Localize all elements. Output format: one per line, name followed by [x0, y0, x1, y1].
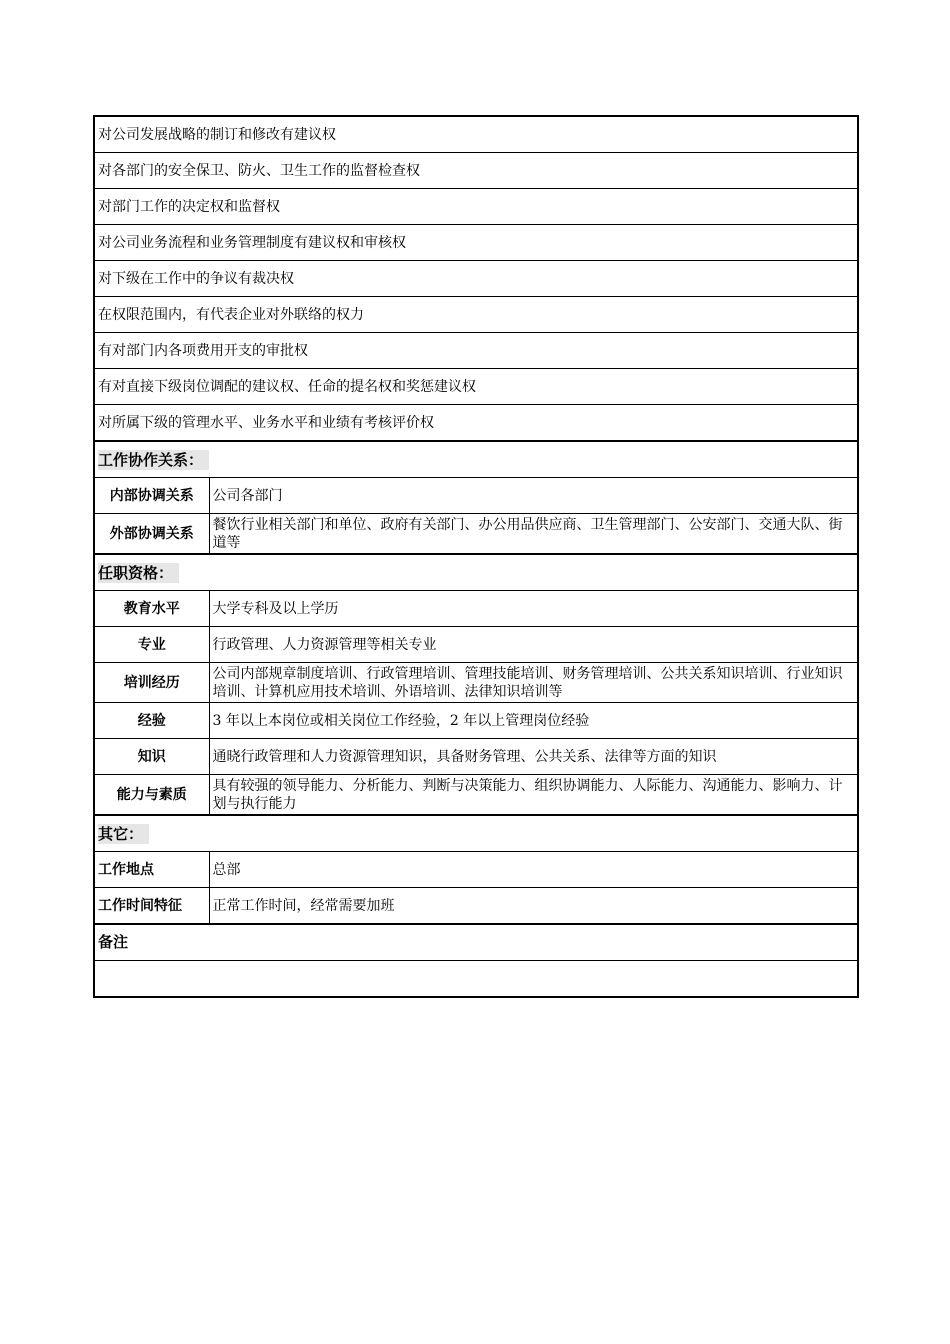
authority-row: [94, 189, 858, 225]
table-row: [94, 739, 858, 775]
authority-item: 对部门工作的决定权和监督权: [94, 189, 858, 225]
authority-row: [94, 225, 858, 261]
row-value: 行政管理、人力资源管理等相关专业: [209, 627, 858, 663]
authority-item: 有对部门内各项费用开支的审批权: [94, 333, 858, 369]
table-row: [94, 663, 858, 703]
authority-row: [94, 116, 858, 153]
table-row: [94, 703, 858, 739]
authority-item: 对公司发展战略的制订和修改有建议权: [94, 116, 858, 153]
cooperation-section-title: 工作协作关系：: [98, 450, 209, 470]
table-row: [94, 888, 858, 925]
other-section-title: 其它：: [98, 824, 149, 844]
table-row: [94, 478, 858, 514]
row-label: 能力与素质: [94, 775, 209, 816]
row-label: 知识: [94, 739, 209, 775]
remarks-section-title: 备注: [98, 933, 129, 951]
authority-row: [94, 333, 858, 369]
authority-row: [94, 153, 858, 189]
authority-row: [94, 261, 858, 297]
row-label: 专业: [94, 627, 209, 663]
row-label: 经验: [94, 703, 209, 739]
remarks-value: [94, 961, 858, 998]
authority-item: 有对直接下级岗位调配的建议权、任命的提名权和奖惩建议权: [94, 369, 858, 405]
row-label: 外部协调关系: [94, 514, 209, 555]
table-row: [94, 852, 858, 888]
row-value: 3 年以上本岗位或相关岗位工作经验，2 年以上管理岗位经验: [209, 703, 858, 739]
authority-row: [94, 297, 858, 333]
row-value: 正常工作时间，经常需要加班: [209, 888, 858, 925]
qualifications-section-title: 任职资格：: [98, 563, 179, 583]
row-value: 具有较强的领导能力、分析能力、判断与决策能力、组织协调能力、人际能力、沟通能力、影响力、计划与执行能力: [209, 775, 858, 816]
table-row: [94, 627, 858, 663]
job-description-table: [93, 115, 859, 998]
row-value: 公司各部门: [209, 478, 858, 514]
authority-item: 在权限范围内，有代表企业对外联络的权力: [94, 297, 858, 333]
authority-item: 对下级在工作中的争议有裁决权: [94, 261, 858, 297]
row-label: 内部协调关系: [94, 478, 209, 514]
row-label: 教育水平: [94, 591, 209, 627]
row-value: 大学专科及以上学历: [209, 591, 858, 627]
authority-item: 对所属下级的管理水平、业务水平和业绩有考核评价权: [94, 405, 858, 442]
row-label: 工作地点: [94, 852, 209, 888]
table-row: [94, 775, 858, 816]
row-value: 公司内部规章制度培训、行政管理培训、管理技能培训、财务管理培训、公共关系知识培训、行业知识培训、计算机应用技术培训、外语培训、法律知识培训等: [209, 663, 858, 703]
authority-item: 对公司业务流程和业务管理制度有建议权和审核权: [94, 225, 858, 261]
row-label: 培训经历: [94, 663, 209, 703]
row-value: 通晓行政管理和人力资源管理知识，具备财务管理、公共关系、法律等方面的知识: [209, 739, 858, 775]
authority-row: [94, 369, 858, 405]
section-header-row: [94, 815, 858, 852]
row-value: 餐饮行业相关部门和单位、政府有关部门、办公用品供应商、卫生管理部门、公安部门、交通大队、街道等: [209, 514, 858, 555]
remarks-row: [94, 961, 858, 998]
section-header-row: [94, 554, 858, 591]
table-row: [94, 591, 858, 627]
section-header-row: [94, 924, 858, 961]
row-value: 总部: [209, 852, 858, 888]
section-header-row: [94, 441, 858, 478]
authority-item: 对各部门的安全保卫、防火、卫生工作的监督检查权: [94, 153, 858, 189]
table-row: [94, 514, 858, 555]
row-label: 工作时间特征: [94, 888, 209, 925]
authority-row: [94, 405, 858, 442]
